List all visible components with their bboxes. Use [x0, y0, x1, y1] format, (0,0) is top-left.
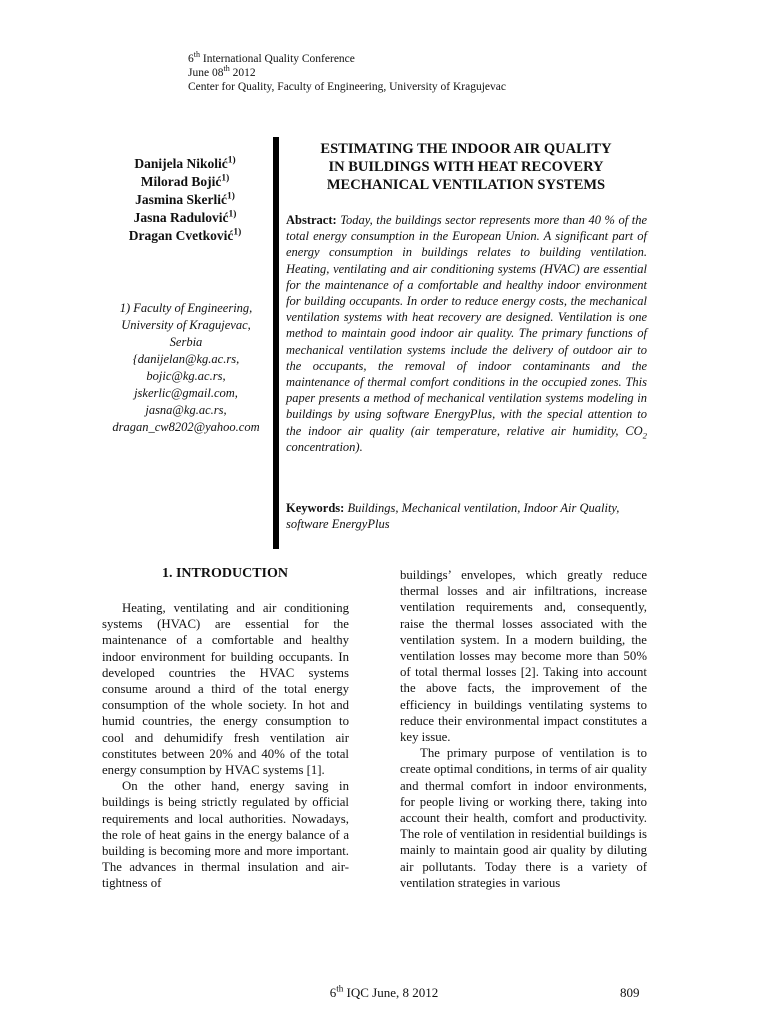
author-list	[100, 155, 270, 245]
title-line: MECHANICAL VENTILATION SYSTEMS	[326, 177, 606, 193]
keywords	[286, 500, 647, 532]
email-line: {danijelan@kg.ac.rs,	[132, 352, 240, 366]
vertical-divider	[273, 137, 279, 549]
header-line-1: 6th International Quality Conference	[188, 50, 355, 65]
author: Milorad Bojić$^{1)}$	[140, 173, 230, 189]
email-line: jasna@kg.ac.rs,	[145, 403, 227, 417]
title-line: IN BUILDINGS WITH HEAT RECOVERY	[328, 159, 604, 175]
affiliation-block	[100, 300, 272, 436]
paragraph: Heating, ventilating and air conditioning systems (HVAC) are essential for the maintenance of a comfortable and healthy indoor environment for building occupants. In developed countries the HVAC systems consume around a third of the total energy consumption of the whole society. In hot and humid countries, the energy consumption to cool and dehumidify fresh ventilation air constitutes between 20% and 40% of the total energy consumption by HVAC systems [1].	[102, 601, 349, 778]
abstract-text: Today, the buildings sector represents more than 40 % of the total energy consumption in the European Union. A significant part of energy consumption in buildings relates to building ventilation. Heating, ventilating and air conditioning systems (HVAC) are essential for the maintenance of a comfortable and healthy indoor environment for building occupants. In order to reduce energy costs, the mechanical ventilation systems with heat recovery are designed. Ventilation is one method to maintain good indoor air quality. The primary functions of mechanical ventilation systems include the delivery of outdoor air to the occupants, the removal of indoor contaminants and the maintenance of thermal comfort conditions in the occupied zones. This paper presents a method of mechanical ventilation systems modeling in buildings by using software EnergyPlus, with the special attention to the indoor air quality (air temperature, relative air humidity, CO	[286, 213, 647, 438]
affiliation-line: 1) Faculty of Engineering,	[119, 301, 253, 315]
author: Jasmina Skerlić$^{1)}$	[135, 191, 235, 207]
body-column-right	[400, 567, 647, 891]
header-line-2: June 08th 2012	[188, 64, 256, 79]
affiliation-line: University of Kragujevac,	[121, 318, 251, 332]
page-number: 809	[620, 985, 640, 1000]
abstract-subscript: 2	[642, 430, 647, 441]
paragraph: On the other hand, energy saving in buildings is being strictly regulated by official requirements and local authorities. Nowadays, the role of heat gains in the energy balance of a building is becoming more and more important. The advances in thermal insulation and air-tightness of	[102, 779, 349, 891]
section-title: 1. INTRODUCTION	[161, 566, 288, 581]
title-line: ESTIMATING THE INDOOR AIR QUALITY	[320, 141, 612, 157]
abstract-label: Abstract:	[286, 213, 337, 227]
paragraph: buildings’ envelopes, which greatly reduce thermal losses and air infiltrations, increase ventilation requirements and, consequently, raise the thermal losses associated with the ventilation system. In a modern building, the ventilation losses may become more than 50% of total thermal losses [2]. Taking into account the above facts, the improvement of the efficiency in buildings ventilating systems to reduce their environmental impact constitutes a key issue.	[400, 568, 647, 745]
keywords-label: Keywords:	[286, 501, 345, 515]
abstract-end: concentration).	[286, 439, 363, 454]
keywords-text: Buildings, Mechanical ventilation, Indoor Air Quality, software EnergyPlus	[286, 501, 620, 531]
affiliation-line: Serbia	[169, 335, 203, 349]
author: Jasna Radulović$^{1)}$	[133, 209, 237, 225]
author: Dragan Cvetković$^{1)}$	[128, 227, 242, 243]
email-line: dragan_cw8202@yahoo.com	[112, 420, 260, 434]
header-line-3: Center for Quality, Faculty of Engineering, University of Kragujevac	[188, 81, 506, 93]
email-line: jskerlic@gmail.com,	[134, 386, 238, 400]
author: Danijela Nikolić$^{1)}$	[134, 155, 236, 171]
body-column-left	[102, 600, 349, 892]
abstract	[286, 212, 647, 455]
paper-title	[286, 140, 646, 194]
email-line: bojic@kg.ac.rs,	[146, 369, 226, 383]
footer-conference: 6th IQC June, 8 2012	[329, 983, 439, 1000]
conference-header	[188, 52, 506, 94]
paragraph: The primary purpose of ventilation is to create optimal conditions, in terms of air quality and thermal comfort in indoor environments, for people living or working there, taking into account their health, comfort and productivity. The role of ventilation in residential buildings is mainly to maintain good air quality by diluting air pollutants. Today there is a variety of ventilation strategies in various	[400, 746, 648, 890]
